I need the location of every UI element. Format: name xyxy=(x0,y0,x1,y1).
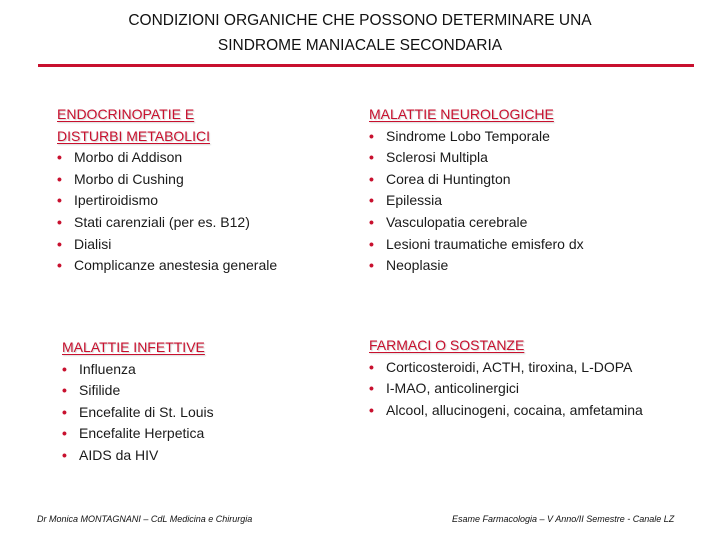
slide-title xyxy=(0,8,720,58)
list-item xyxy=(57,190,277,212)
list-item xyxy=(369,357,643,379)
bullet-icon: • xyxy=(62,425,67,442)
bullet-icon: • xyxy=(62,382,67,399)
list-item-text: Sindrome Lobo Temporale xyxy=(386,127,550,144)
list-item xyxy=(369,147,584,169)
list-item xyxy=(369,212,584,234)
list-item-text: Stati carenziali (per es. B12) xyxy=(74,213,250,230)
list-item-text: Morbo di Cushing xyxy=(74,170,184,187)
list-item-text: Encefalite di St. Louis xyxy=(79,403,214,420)
list-item-text: Ipertiroidismo xyxy=(74,192,159,209)
list-item xyxy=(62,423,214,445)
bullet-icon: • xyxy=(62,403,67,420)
list-item xyxy=(57,169,277,191)
list-item xyxy=(57,212,277,234)
section-farmaci xyxy=(369,335,643,421)
list-item-text: Epilessia xyxy=(386,192,443,209)
list-item-text: Morbo di Addison xyxy=(74,149,183,166)
bullet-icon: • xyxy=(369,149,374,166)
bullet-icon: • xyxy=(369,192,374,209)
list-neurologiche xyxy=(369,126,584,277)
list-item-text: Sclerosi Multipla xyxy=(386,149,488,166)
list-item-text: Dialisi xyxy=(74,235,112,252)
bullet-icon: • xyxy=(369,127,374,144)
list-endocrinopatie xyxy=(57,147,277,277)
list-item xyxy=(62,359,214,381)
list-item xyxy=(62,445,214,467)
bullet-icon: • xyxy=(57,257,62,274)
bullet-icon: • xyxy=(369,235,374,252)
bullet-icon: • xyxy=(57,213,62,230)
bullet-icon: • xyxy=(369,380,374,397)
slide-title-line-2: SINDROME MANIACALE SECONDARIA xyxy=(217,37,503,54)
list-item xyxy=(369,255,584,277)
section-neurologiche xyxy=(369,104,584,277)
bullet-icon: • xyxy=(57,149,62,166)
footer-left: Dr Monica MONTAGNANI – CdL Medicina e Chirurgia xyxy=(37,514,253,524)
bullet-icon: • xyxy=(57,192,62,209)
title-divider xyxy=(38,64,694,67)
section-endocrinopatie xyxy=(57,104,277,277)
bullet-icon: • xyxy=(369,401,374,418)
list-item xyxy=(62,402,214,424)
list-item xyxy=(369,126,584,148)
list-item xyxy=(57,234,277,256)
section-heading-neurologiche: MALATTIE NEUROLOGICHE xyxy=(369,106,554,122)
section-heading-endocrinopatie-line-1: ENDOCRINOPATIE E xyxy=(57,106,195,122)
list-item-text: Corticosteroidi, ACTH, tiroxina, L-DOPA xyxy=(386,358,633,375)
section-heading-infettive: MALATTIE INFETTIVE xyxy=(62,339,205,355)
section-heading-endocrinopatie-line-2: DISTURBI METABOLICI xyxy=(57,127,210,144)
section-infettive xyxy=(62,337,214,467)
list-infettive xyxy=(62,359,214,467)
list-item-text: I-MAO, anticolinergici xyxy=(386,380,520,397)
section-heading-farmaci: FARMACI O SOSTANZE xyxy=(369,337,525,353)
list-item xyxy=(369,378,643,400)
list-item-text: Sifilide xyxy=(79,382,121,399)
list-farmaci xyxy=(369,357,643,422)
slide-title-line-1: CONDIZIONI ORGANICHE CHE POSSONO DETERMINARE UNA xyxy=(128,12,592,29)
list-item-text: Lesioni traumatiche emisfero dx xyxy=(386,235,584,252)
bullet-icon: • xyxy=(57,170,62,187)
list-item xyxy=(57,147,277,169)
list-item-text: Influenza xyxy=(79,360,136,377)
list-item xyxy=(62,380,214,402)
list-item-text: Corea di Huntington xyxy=(386,170,511,187)
list-item-text: Encefalite Herpetica xyxy=(79,425,205,442)
list-item xyxy=(369,190,584,212)
bullet-icon: • xyxy=(57,235,62,252)
list-item-text: Complicanze anestesia generale xyxy=(74,257,278,274)
bullet-icon: • xyxy=(369,213,374,230)
bullet-icon: • xyxy=(369,358,374,375)
list-item-text: Alcool, allucinogeni, cocaina, amfetamina xyxy=(386,401,643,418)
bullet-icon: • xyxy=(62,446,67,463)
list-item-text: Neoplasie xyxy=(386,257,449,274)
list-item xyxy=(369,400,643,422)
list-item-text: AIDS da HIV xyxy=(79,446,159,463)
bullet-icon: • xyxy=(62,360,67,377)
list-item xyxy=(57,255,277,277)
footer-right: Esame Farmacologia – V Anno/II Semestre - Canale LZ xyxy=(452,514,675,524)
bullet-icon: • xyxy=(369,257,374,274)
list-item xyxy=(369,234,584,256)
list-item xyxy=(369,169,584,191)
bullet-icon: • xyxy=(369,170,374,187)
list-item-text: Vasculopatia cerebrale xyxy=(386,213,528,230)
